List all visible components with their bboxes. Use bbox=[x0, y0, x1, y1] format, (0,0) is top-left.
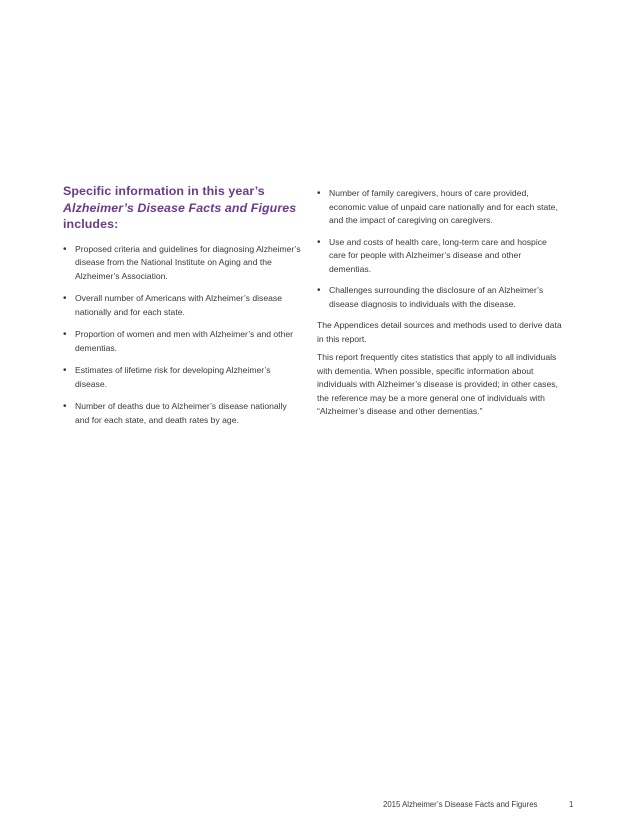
list-item: • Challenges surrounding the disclosure of an Alzheimer’s disease diagnosis to individuals with the disease. bbox=[317, 284, 562, 311]
left-bullet-list bbox=[63, 243, 303, 428]
section-heading bbox=[63, 183, 303, 233]
left-column bbox=[63, 183, 303, 436]
list-item: • Estimates of lifetime risk for developing Alzheimer’s disease. bbox=[63, 364, 303, 391]
list-item: • Proposed criteria and guidelines for diagnosing Alzheimer’s disease from the National Institute on Aging and the Alzheimer’s Association. bbox=[63, 243, 303, 284]
list-item: • Overall number of Americans with Alzheimer’s disease nationally and for each state. bbox=[63, 292, 303, 319]
footer-title: 2015 Alzheimer’s Disease Facts and Figures bbox=[383, 800, 538, 809]
page-number: 1 bbox=[569, 800, 574, 809]
list-item: • Proportion of women and men with Alzheimer’s and other dementias. bbox=[63, 328, 303, 355]
body-paragraph: This report frequently cites statistics that apply to all individuals with dementia. When possible, specific information about individuals with Alzheimer’s disease is provided; in other cases, the reference may be a more general one of individuals with “Alzheimer’s disease and other dementias.” bbox=[317, 352, 558, 416]
list-item: • Use and costs of health care, long-term care and hospice care for people with Alzheimer’s disease and other dementias. bbox=[317, 236, 562, 277]
heading-publication-title: Alzheimer’s Disease Facts and Figures bbox=[63, 200, 297, 215]
list-item: • Number of family caregivers, hours of care provided, economic value of unpaid care nationally and for each state, and the impact of caregiving on caregivers. bbox=[317, 187, 562, 228]
heading-line: Specific information in this year’s bbox=[63, 184, 265, 198]
heading-line: includes: bbox=[63, 217, 119, 231]
list-item: • Number of deaths due to Alzheimer’s disease nationally and for each state, and death rates by age. bbox=[63, 400, 303, 427]
body-paragraph: The Appendices detail sources and methods used to derive data in this report. bbox=[317, 320, 562, 344]
right-bullet-list bbox=[317, 187, 562, 311]
right-column bbox=[317, 187, 562, 424]
